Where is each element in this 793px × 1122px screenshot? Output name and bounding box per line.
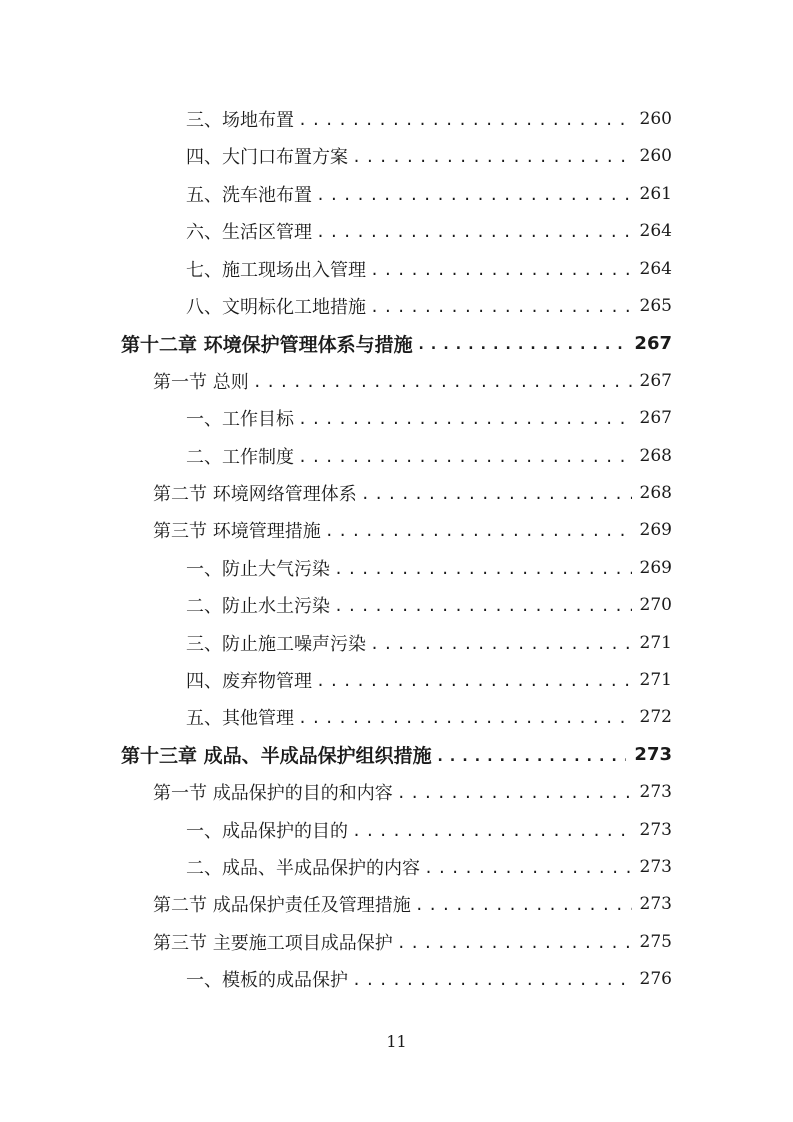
toc-dot-leader [397, 926, 632, 958]
toc-subsection-entry[interactable] [186, 702, 672, 732]
toc-entry-page: 268 [639, 445, 672, 466]
toc-entry-title: 四、废弃物管理 [186, 671, 312, 692]
toc-dot-leader [316, 178, 632, 210]
toc-entry-title: 二、成品、半成品保护的内容 [186, 858, 420, 879]
toc-dot-leader [334, 589, 632, 621]
toc-entry-title: 一、成品保护的目的 [186, 820, 348, 842]
toc-section-entry[interactable] [153, 889, 672, 919]
toc-entry-title: 三、防止施工噪声污染 [186, 633, 366, 655]
toc-dot-leader [298, 402, 632, 434]
toc-entry-title: 第十二章 环境保护管理体系与措施 [121, 333, 413, 356]
toc-entry-title: 第三节 主要施工项目成品保护 [153, 932, 393, 954]
toc-subsection-entry[interactable] [186, 179, 672, 209]
toc-dot-leader [436, 739, 627, 771]
toc-subsection-entry[interactable] [186, 553, 672, 583]
toc-dot-leader [352, 814, 632, 846]
toc-dot-leader [325, 514, 632, 546]
toc-entry-page: 267 [634, 332, 672, 354]
toc-entry-title: 三、场地布置 [186, 110, 294, 131]
toc-entry-page: 267 [639, 370, 672, 391]
toc-entry-page: 267 [639, 408, 672, 429]
toc-section-entry[interactable] [153, 927, 672, 957]
toc-entry-page: 261 [639, 183, 672, 204]
toc-entry-title: 五、其他管理 [186, 708, 294, 730]
toc-dot-leader [298, 701, 632, 733]
toc-dot-leader [298, 440, 632, 472]
toc-subsection-entry[interactable] [186, 141, 672, 171]
toc-entry-page: 276 [639, 969, 672, 990]
toc-section-entry[interactable] [153, 515, 672, 545]
toc-subsection-entry[interactable] [186, 216, 672, 246]
toc-entry-page: 273 [639, 857, 672, 877]
toc-entry-page: 268 [639, 483, 672, 503]
toc-entry-title: 第二节 环境网络管理体系 [153, 484, 357, 505]
toc-dot-leader [298, 103, 632, 135]
toc-entry-page: 273 [634, 744, 672, 766]
toc-subsection-entry[interactable] [186, 104, 672, 134]
toc-entry-page: 271 [639, 670, 672, 690]
toc-section-entry[interactable] [153, 366, 672, 396]
toc-subsection-entry[interactable] [186, 403, 672, 433]
toc-chapter-entry[interactable] [121, 740, 672, 770]
toc-subsection-entry[interactable] [186, 441, 672, 471]
toc-dot-leader [316, 664, 632, 696]
toc-entry-title: 七、施工现场出入管理 [186, 259, 366, 281]
toc-entry-page: 264 [639, 221, 672, 242]
toc-dot-leader [370, 290, 632, 322]
toc-subsection-entry[interactable] [186, 254, 672, 284]
page-number: 11 [386, 1032, 407, 1051]
toc-entry-page: 260 [639, 109, 672, 129]
toc-entry-title: 一、工作目标 [186, 409, 294, 431]
toc-section-entry[interactable] [153, 478, 672, 508]
toc-dot-leader [415, 888, 632, 920]
toc-entry-title: 八、文明标化工地措施 [186, 297, 366, 318]
toc-entry-page: 273 [639, 819, 672, 840]
toc-entry-title: 五、洗车池布置 [186, 184, 312, 206]
toc-dot-leader [370, 627, 632, 659]
toc-subsection-entry[interactable] [186, 628, 672, 658]
toc-dot-leader [352, 140, 632, 172]
toc-dot-leader [397, 776, 632, 808]
toc-entry-page: 269 [639, 557, 672, 578]
toc-subsection-entry[interactable] [186, 291, 672, 321]
toc-dot-leader [316, 215, 632, 247]
toc-entry-title: 一、防止大气污染 [186, 558, 330, 580]
toc-entry-title: 一、模板的成品保护 [186, 970, 348, 992]
toc-dot-leader [361, 477, 632, 509]
toc-entry-title: 第二节 成品保护责任及管理措施 [153, 895, 411, 917]
toc-entry-page: 273 [639, 894, 672, 915]
toc-subsection-entry[interactable] [186, 590, 672, 620]
toc-entry-page: 275 [639, 931, 672, 952]
toc-entry-title: 二、工作制度 [186, 446, 294, 468]
toc-entry-title: 四、大门口布置方案 [186, 147, 348, 169]
toc-entry-page: 270 [639, 595, 672, 616]
toc-entry-page: 272 [639, 707, 672, 728]
toc-entry-title: 二、防止水土污染 [186, 596, 330, 618]
toc-entry-page: 260 [639, 146, 672, 167]
toc-entry-title: 第一节 成品保护的目的和内容 [153, 783, 393, 805]
toc-chapter-entry[interactable] [121, 328, 672, 358]
toc-dot-leader [370, 253, 632, 285]
toc-dot-leader [334, 552, 632, 584]
toc-dot-leader [424, 851, 632, 883]
toc-section-entry[interactable] [153, 777, 672, 807]
toc-dot-leader [352, 963, 632, 995]
toc-entry-title: 第三节 环境管理措施 [153, 521, 321, 543]
toc-entry-page: 273 [639, 782, 672, 803]
toc-subsection-entry[interactable] [186, 852, 672, 882]
toc-entry-page: 269 [639, 520, 672, 541]
toc-entry-title: 第一节 总则 [153, 371, 249, 393]
toc-subsection-entry[interactable] [186, 815, 672, 845]
toc-dot-leader [253, 365, 632, 397]
toc-entry-page: 264 [639, 258, 672, 279]
toc-entry-title: 第十三章 成品、半成品保护组织措施 [121, 745, 432, 768]
toc-entry-page: 265 [639, 296, 672, 316]
toc-dot-leader [417, 327, 627, 359]
toc-subsection-entry[interactable] [186, 964, 672, 994]
toc-subsection-entry[interactable] [186, 665, 672, 695]
toc-entry-page: 271 [639, 632, 672, 653]
toc-entry-title: 六、生活区管理 [186, 222, 312, 244]
